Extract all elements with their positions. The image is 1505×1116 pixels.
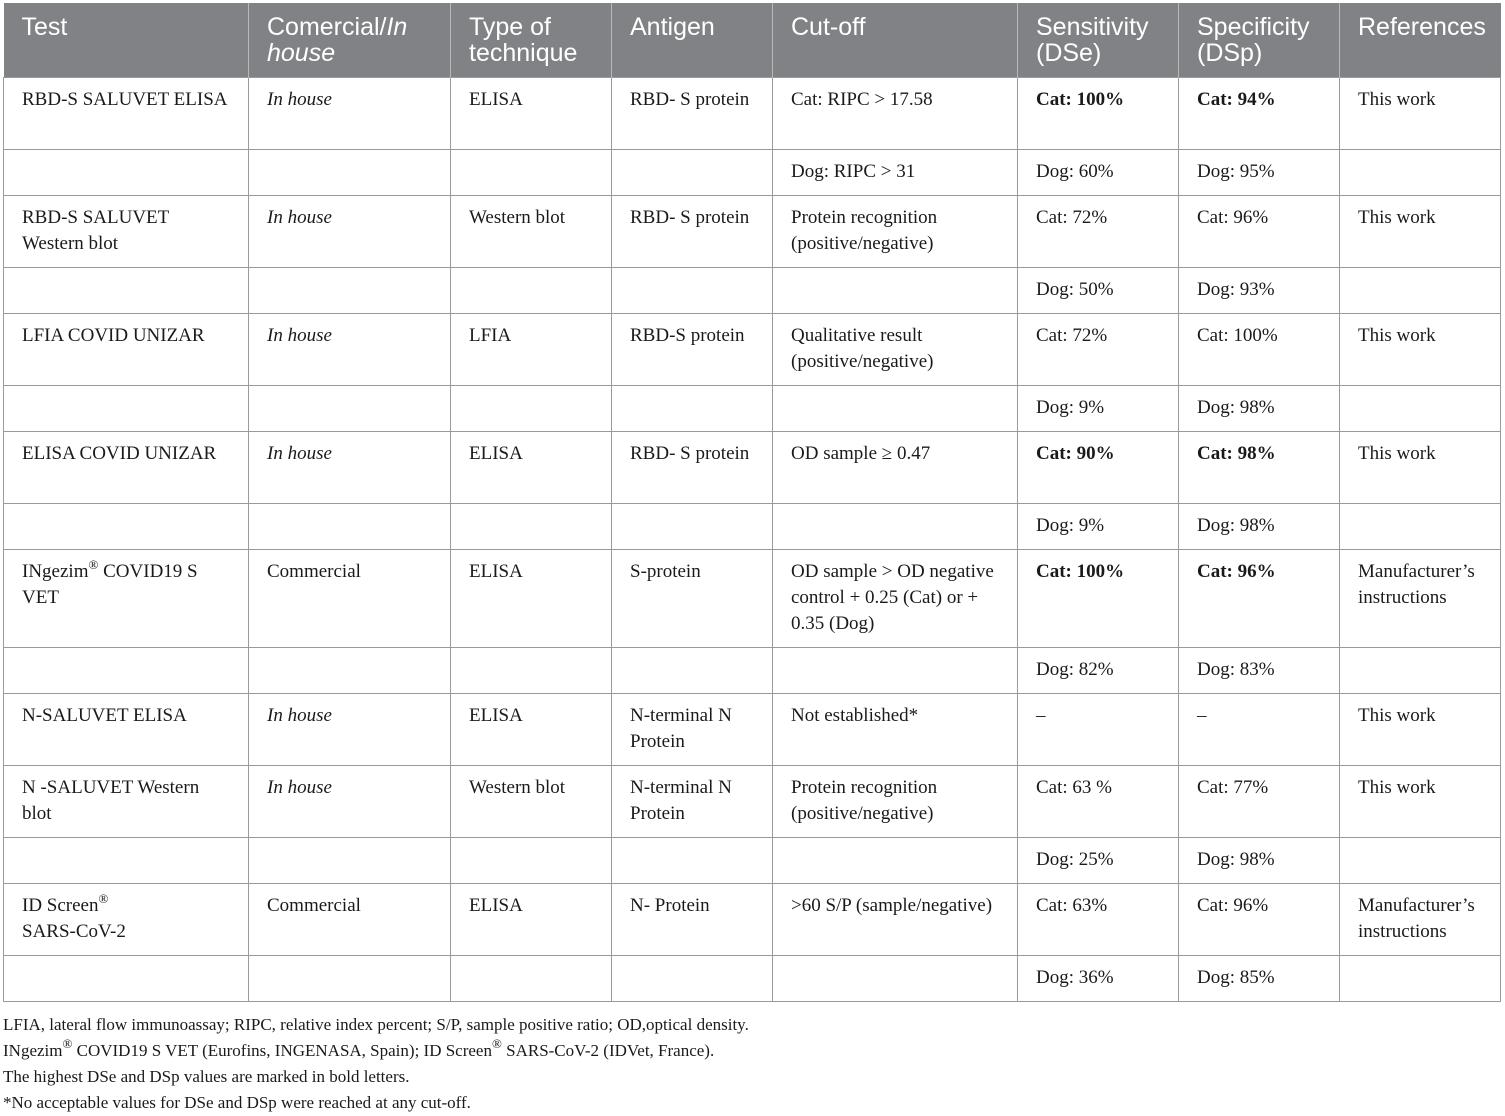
cell-antigen: N-terminal N Protein [612, 766, 773, 838]
cell-specificity: Dog: 98% [1179, 504, 1340, 550]
cell-empty [4, 150, 249, 196]
cell-sensitivity: Dog: 25% [1018, 838, 1179, 884]
cell-antigen: N-terminal N Protein [612, 694, 773, 766]
table-subrow [4, 268, 1501, 314]
cell-empty [249, 504, 451, 550]
cell-empty [451, 504, 612, 550]
cell-reference: Manufacturer’s instructions [1340, 550, 1501, 648]
cell-empty [1340, 386, 1501, 432]
cell-empty [4, 648, 249, 694]
cell-technique: ELISA [451, 550, 612, 648]
registered-mark: ® [491, 1036, 502, 1051]
cell-empty [451, 150, 612, 196]
header-commercial-italic: In house [267, 13, 408, 67]
cell-cutoff [773, 648, 1018, 694]
cell-source: In house [249, 196, 451, 268]
cell-empty [612, 504, 773, 550]
cell-empty [249, 648, 451, 694]
cell-test: N -SALUVET Western blot [4, 766, 249, 838]
cell-reference: This work [1340, 766, 1501, 838]
cell-sensitivity: Dog: 36% [1018, 956, 1179, 1002]
cell-empty [451, 956, 612, 1002]
table-subrow [4, 504, 1501, 550]
table-row [4, 694, 1501, 766]
cell-technique: LFIA [451, 314, 612, 386]
cell-empty [1340, 956, 1501, 1002]
cell-empty [451, 386, 612, 432]
cell-sensitivity: Cat: 100% [1018, 78, 1179, 150]
cell-specificity: Dog: 83% [1179, 648, 1340, 694]
cell-reference: This work [1340, 432, 1501, 504]
cell-sensitivity: Cat: 100% [1018, 550, 1179, 648]
cell-test: N-SALUVET ELISA [4, 694, 249, 766]
cell-specificity: Dog: 98% [1179, 838, 1340, 884]
cell-specificity: Dog: 95% [1179, 150, 1340, 196]
cell-cutoff: Qualitative result (positive/negative) [773, 314, 1018, 386]
cell-cutoff: Protein recognition (positive/negative) [773, 196, 1018, 268]
cell-antigen: RBD- S protein [612, 78, 773, 150]
test-name-suffix: COVID19 S VET [22, 561, 198, 608]
cell-empty [612, 268, 773, 314]
cell-specificity: – [1179, 694, 1340, 766]
table-subrow [4, 386, 1501, 432]
cell-cutoff: OD sample > OD negative control + 0.25 (Cat) or + 0.35 (Dog) [773, 550, 1018, 648]
footnote-sources-a: INgezim [3, 1041, 63, 1060]
registered-mark: ® [98, 891, 109, 906]
cell-source: Commercial [249, 550, 451, 648]
cell-source: In house [249, 78, 451, 150]
table-subrow [4, 150, 1501, 196]
cell-cutoff [773, 504, 1018, 550]
cell-specificity: Cat: 77% [1179, 766, 1340, 838]
table-subrow [4, 956, 1501, 1002]
cell-empty [612, 838, 773, 884]
cell-empty [1340, 268, 1501, 314]
test-name-prefix: ID Screen [22, 895, 99, 916]
table-row [4, 78, 1501, 150]
cell-sensitivity: Dog: 60% [1018, 150, 1179, 196]
cell-sensitivity: – [1018, 694, 1179, 766]
table-footnotes [3, 1012, 1493, 1116]
table-row [4, 766, 1501, 838]
header-commercial [249, 3, 451, 78]
header-commercial-prefix: Comercial/ [267, 13, 387, 41]
cell-empty [4, 504, 249, 550]
cell-test: RBD-S SALUVET Western blot [4, 196, 249, 268]
cell-empty [612, 648, 773, 694]
table-subrow [4, 838, 1501, 884]
cell-antigen: RBD-S protein [612, 314, 773, 386]
cell-empty [249, 956, 451, 1002]
cell-technique: ELISA [451, 432, 612, 504]
cell-empty [612, 386, 773, 432]
cell-source: In house [249, 694, 451, 766]
table-subrow [4, 648, 1501, 694]
test-name-prefix: INgezim [22, 561, 89, 582]
table-row [4, 550, 1501, 648]
cell-specificity: Dog: 98% [1179, 386, 1340, 432]
cell-empty [451, 648, 612, 694]
cell-empty [4, 268, 249, 314]
header-row [4, 3, 1501, 78]
cell-empty [249, 838, 451, 884]
cell-technique: ELISA [451, 694, 612, 766]
cell-cutoff: Cat: RIPC > 17.58 [773, 78, 1018, 150]
cell-test [4, 550, 249, 648]
cell-technique: Western blot [451, 196, 612, 268]
cell-reference: This work [1340, 694, 1501, 766]
cell-empty [1340, 504, 1501, 550]
cell-cutoff: Dog: RIPC > 31 [773, 150, 1018, 196]
cell-reference: This work [1340, 196, 1501, 268]
footnote-bold-note: The highest DSe and DSp values are marked in bold letters. [3, 1067, 410, 1086]
registered-mark: ® [88, 557, 99, 572]
cell-empty [4, 838, 249, 884]
cell-reference: This work [1340, 314, 1501, 386]
cell-cutoff: Protein recognition (positive/negative) [773, 766, 1018, 838]
cell-specificity: Cat: 100% [1179, 314, 1340, 386]
cell-empty [612, 150, 773, 196]
cell-test: ELISA COVID UNIZAR [4, 432, 249, 504]
cell-empty [451, 268, 612, 314]
cell-specificity: Cat: 94% [1179, 78, 1340, 150]
header-antigen: Antigen [612, 3, 773, 78]
cell-specificity: Dog: 93% [1179, 268, 1340, 314]
cell-empty [1340, 838, 1501, 884]
cell-antigen: RBD- S protein [612, 196, 773, 268]
results-table [3, 3, 1501, 1002]
footnote-sources-b: COVID19 S VET (Eurofins, INGENASA, Spain); ID Screen [72, 1041, 492, 1060]
registered-mark: ® [62, 1036, 73, 1051]
cell-empty [451, 838, 612, 884]
cell-test [4, 884, 249, 956]
footnote-sources-c: SARS-CoV-2 (IDVet, France). [501, 1041, 715, 1060]
cell-empty [612, 956, 773, 1002]
cell-empty [4, 386, 249, 432]
footnote-asterisk-note: *No acceptable values for DSe and DSp were reached at any cut-off. [3, 1093, 471, 1112]
footnote-sources [3, 1038, 1493, 1064]
cell-empty [4, 956, 249, 1002]
table-row [4, 196, 1501, 268]
cell-specificity: Cat: 96% [1179, 884, 1340, 956]
cell-specificity: Cat: 98% [1179, 432, 1340, 504]
cell-antigen: N- Protein [612, 884, 773, 956]
cell-sensitivity: Cat: 63 % [1018, 766, 1179, 838]
cell-cutoff: OD sample ≥ 0.47 [773, 432, 1018, 504]
cell-cutoff [773, 838, 1018, 884]
cell-sensitivity: Cat: 72% [1018, 196, 1179, 268]
table-row [4, 314, 1501, 386]
cell-specificity: Cat: 96% [1179, 550, 1340, 648]
cell-reference: This work [1340, 78, 1501, 150]
cell-cutoff: Not established* [773, 694, 1018, 766]
cell-source: In house [249, 766, 451, 838]
cell-sensitivity: Cat: 90% [1018, 432, 1179, 504]
header-cutoff: Cut-off [773, 3, 1018, 78]
cell-cutoff: >60 S/P (sample/negative) [773, 884, 1018, 956]
cell-specificity: Dog: 85% [1179, 956, 1340, 1002]
cell-empty [1340, 648, 1501, 694]
cell-source: In house [249, 432, 451, 504]
cell-antigen: RBD- S protein [612, 432, 773, 504]
cell-source: In house [249, 314, 451, 386]
cell-antigen: S-protein [612, 550, 773, 648]
cell-technique: Western blot [451, 766, 612, 838]
table-row [4, 432, 1501, 504]
cell-test: RBD-S SALUVET ELISA [4, 78, 249, 150]
cell-source: Commercial [249, 884, 451, 956]
cell-empty [249, 386, 451, 432]
cell-empty [249, 268, 451, 314]
footnote-abbreviations: LFIA, lateral flow immunoassay; RIPC, relative index percent; S/P, sample positive ratio; OD,optical density. [3, 1015, 749, 1034]
cell-cutoff [773, 386, 1018, 432]
header-technique: Type of technique [451, 3, 612, 78]
cell-technique: ELISA [451, 78, 612, 150]
cell-sensitivity: Dog: 50% [1018, 268, 1179, 314]
cell-sensitivity: Dog: 9% [1018, 386, 1179, 432]
cell-test: LFIA COVID UNIZAR [4, 314, 249, 386]
cell-technique: ELISA [451, 884, 612, 956]
cell-empty [1340, 150, 1501, 196]
header-references: References [1340, 3, 1501, 78]
cell-sensitivity: Dog: 82% [1018, 648, 1179, 694]
header-sensitivity: Sensitivity (DSe) [1018, 3, 1179, 78]
cell-cutoff [773, 956, 1018, 1002]
cell-specificity: Cat: 96% [1179, 196, 1340, 268]
cell-sensitivity: Dog: 9% [1018, 504, 1179, 550]
cell-cutoff [773, 268, 1018, 314]
test-name-suffix: SARS-CoV-2 [22, 921, 126, 942]
cell-sensitivity: Cat: 63% [1018, 884, 1179, 956]
header-specificity: Specificity (DSp) [1179, 3, 1340, 78]
table-row [4, 884, 1501, 956]
cell-sensitivity: Cat: 72% [1018, 314, 1179, 386]
cell-empty [249, 150, 451, 196]
header-test: Test [4, 3, 249, 78]
cell-reference: Manufacturer’s instructions [1340, 884, 1501, 956]
